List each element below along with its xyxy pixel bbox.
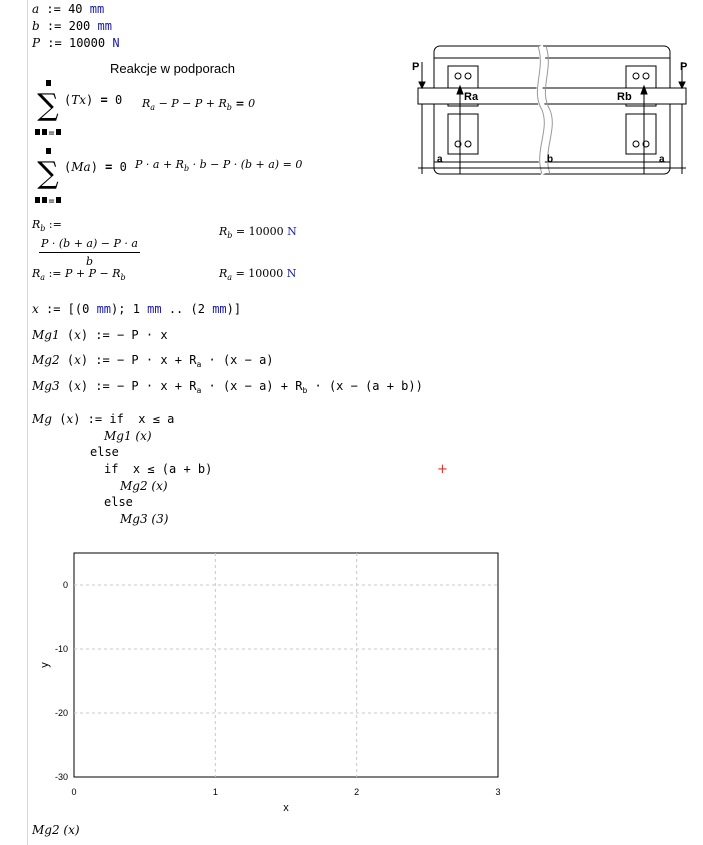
left-bearing-lower bbox=[448, 114, 478, 154]
placeholder[interactable] bbox=[46, 148, 51, 154]
x-range-definition[interactable]: x := [(0 mm); 1 mm .. (2 mm)] bbox=[32, 302, 242, 316]
mg3-definition[interactable]: Mg3 (x) := − $P \cdot x + R_a \cdot (x - a) + R_b \cdot (x - (a + b))$ bbox=[32, 379, 423, 395]
placeholder[interactable] bbox=[56, 129, 61, 135]
sum-ma-body[interactable]: (Ma) = 0 bbox=[64, 160, 127, 174]
insertion-cursor-cross[interactable]: + bbox=[437, 462, 448, 477]
y-axis-label[interactable]: y bbox=[39, 662, 51, 668]
sum-tx-body[interactable]: (Tx) = 0 bbox=[64, 93, 123, 107]
x-tick-label: 2 bbox=[354, 787, 360, 797]
program-line-mg3[interactable]: Mg3 (3) bbox=[120, 512, 169, 526]
program-else-2[interactable]: else bbox=[104, 495, 133, 509]
def-P[interactable]: P := 10000 N bbox=[32, 36, 120, 50]
label-P-left: P bbox=[412, 61, 420, 73]
def-b[interactable]: b := 200 mm bbox=[32, 19, 112, 33]
ra-definition[interactable]: $R_a$ := $P + P - R_b$ bbox=[32, 267, 126, 282]
plot-area[interactable] bbox=[74, 553, 498, 777]
placeholder[interactable] bbox=[35, 197, 40, 203]
sum-tx-equation[interactable]: $R_a - P - P + R_b = 0$ bbox=[142, 97, 256, 112]
program-line-mg2[interactable]: Mg2 (x) bbox=[120, 479, 168, 493]
ra-result[interactable]: $R_a = 10000$ N bbox=[219, 267, 297, 282]
right-bearing-lower bbox=[626, 114, 656, 154]
placeholder[interactable] bbox=[42, 129, 47, 135]
x-tick-label: 3 bbox=[495, 787, 501, 797]
placeholder[interactable] bbox=[35, 129, 40, 135]
y-tick-label: -10 bbox=[54, 644, 68, 654]
mg-program-header[interactable]: Mg (x) := if x ≤ a bbox=[32, 412, 175, 426]
label-P-right: P bbox=[680, 61, 688, 73]
program-line-mg1[interactable]: Mg1 (x) bbox=[104, 429, 152, 443]
rb-definition[interactable]: $R_b$ := $\frac{P \cdot (b + a) - P \cdot a}{b}$ bbox=[32, 218, 138, 268]
placeholder[interactable] bbox=[56, 197, 61, 203]
label-dim-b: b bbox=[547, 154, 554, 165]
label-Rb: Rb bbox=[617, 91, 632, 103]
sum-ma-sigma[interactable]: ∑ = bbox=[33, 140, 63, 208]
y-tick-label: 0 bbox=[62, 580, 68, 590]
label-dim-a-left: a bbox=[437, 154, 443, 165]
mg2-definition[interactable]: Mg2 (x) := − $P \cdot x + R_a \cdot (x - a)$ bbox=[32, 353, 274, 369]
sum-ma-equation[interactable]: $P \cdot a + R_b \cdot b - P \cdot (b + a) = 0$ bbox=[135, 158, 303, 173]
worksheet-margin bbox=[27, 0, 28, 845]
label-Ra: Ra bbox=[464, 91, 479, 103]
x-tick-label: 1 bbox=[212, 787, 218, 797]
label-dim-a-right: a bbox=[659, 154, 665, 165]
x-axis-label[interactable]: x bbox=[283, 802, 289, 814]
placeholder[interactable] bbox=[42, 197, 47, 203]
program-if-2[interactable]: if x ≤ (a + b) bbox=[104, 462, 213, 476]
placeholder[interactable] bbox=[46, 80, 51, 86]
mg1-definition[interactable]: Mg1 (x) := − P · x bbox=[32, 328, 168, 342]
y-tick-labels bbox=[55, 580, 68, 782]
sum-tx-sigma[interactable]: ∑ = bbox=[33, 72, 63, 140]
bottom-expression[interactable]: Mg2 (x) bbox=[32, 823, 80, 837]
rb-result[interactable]: $R_b = 10000$ N bbox=[219, 225, 297, 240]
bearing-shaft-diagram bbox=[410, 40, 702, 180]
x-tick-labels bbox=[71, 787, 500, 797]
def-a[interactable]: a := 40 mm bbox=[32, 2, 105, 16]
section-title: Reakcje w podporach bbox=[110, 61, 236, 76]
program-else-1[interactable]: else bbox=[90, 445, 119, 459]
y-tick-label: -20 bbox=[54, 708, 68, 718]
moment-plot[interactable] bbox=[30, 545, 510, 820]
x-tick-label: 0 bbox=[71, 787, 77, 797]
y-tick-label: -30 bbox=[54, 772, 68, 782]
